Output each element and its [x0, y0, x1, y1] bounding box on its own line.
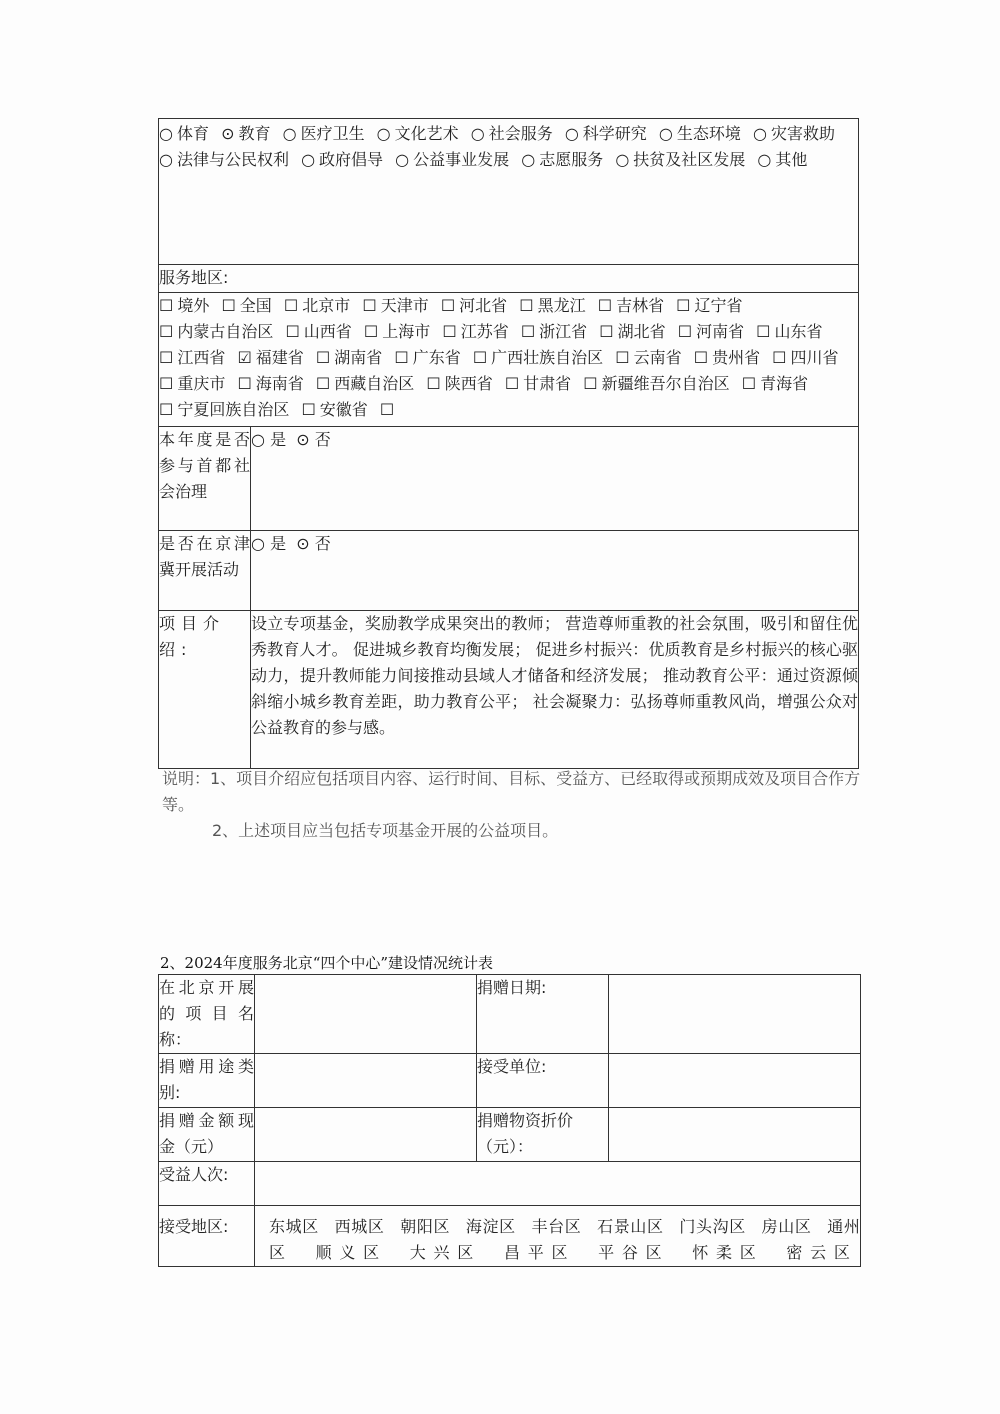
- service-area-option-label: 重庆市: [177, 374, 226, 393]
- service-area-option[interactable]: [756, 322, 822, 341]
- checkbox-icon: ☐: [599, 322, 614, 341]
- checkbox-icon: ☐: [159, 296, 174, 315]
- capital-governance-options: [251, 427, 859, 531]
- radio-icon: ⊙: [221, 124, 235, 143]
- project-intro-text: 设立专项基金，奖励教学成果突出的教师； 营造尊师重教的社会氛围，吸引和留住优秀教育人才。 促进城乡教育均衡发展； 促进乡村振兴：优质教育是乡村振兴的核心驱动力，提升教师能力间接推动县域人才储备和经济发展； 推动教育公平：通过资源倾斜缩小城乡教育差距，助力教育公平； 社会凝聚力：弘扬尊师重教风尚，增强公众对公益教育的参与感。: [251, 611, 859, 769]
- service-type-option[interactable]: [301, 150, 383, 169]
- checkbox-icon: ☐: [301, 400, 316, 419]
- radio-icon: ○: [615, 150, 630, 169]
- purpose-value[interactable]: [255, 1054, 477, 1108]
- radio-icon: ○: [282, 124, 297, 143]
- district-option[interactable]: 平谷区: [598, 1243, 670, 1262]
- service-area-option[interactable]: [442, 322, 508, 341]
- service-type-option[interactable]: [615, 150, 745, 169]
- service-type-option-label: 科学研究: [582, 124, 647, 143]
- radio-icon: ○: [159, 124, 173, 143]
- service-area-option[interactable]: [742, 374, 808, 393]
- service-area-label: 服务地区:: [159, 265, 859, 293]
- checkbox-icon: ☐: [597, 296, 613, 315]
- checkbox-icon: ☐: [677, 322, 693, 341]
- checkbox-icon: ☐: [442, 322, 457, 341]
- service-area-option[interactable]: [394, 348, 460, 367]
- cash-label: 捐赠金额现金（元）: [159, 1108, 255, 1162]
- service-area-option-label: 安徽省: [319, 400, 368, 419]
- checkbox-icon: ☐: [394, 348, 409, 367]
- service-type-option[interactable]: [757, 150, 807, 169]
- service-type-option[interactable]: [753, 124, 835, 143]
- region-options: [255, 1206, 861, 1267]
- service-area-option[interactable]: [284, 296, 350, 315]
- service-area-option-label: 河南省: [696, 322, 745, 341]
- service-type-option-label: 扶贫及社区发展: [633, 150, 746, 169]
- service-area-option-label: 广东省: [412, 348, 461, 367]
- service-area-option[interactable]: [316, 374, 414, 393]
- service-type-option[interactable]: [159, 124, 209, 143]
- notes: [162, 766, 862, 844]
- radio-icon: ○: [757, 150, 772, 169]
- checkbox-icon: ☐: [315, 348, 331, 367]
- checkbox-icon: ☐: [504, 374, 520, 393]
- district-option[interactable]: 石景山区: [597, 1217, 664, 1236]
- radio-icon: ○: [564, 124, 579, 143]
- service-area-option-label: 山东省: [774, 322, 823, 341]
- service-area-option[interactable]: [237, 348, 303, 367]
- district-option[interactable]: 顺义区: [315, 1243, 387, 1262]
- service-area-option-label: 陕西省: [444, 374, 493, 393]
- service-type-option[interactable]: [395, 150, 509, 169]
- checkbox-icon: ☐: [519, 296, 534, 315]
- project-name-label: 在北京开展的项目名称：: [159, 975, 255, 1054]
- radio-icon: ○: [376, 124, 391, 143]
- note-line-1: 说明：1、项目介绍应包括项目内容、运行时间、目标、受益方、已经取得或预期成效及项目合作方等。: [162, 769, 861, 814]
- district-option[interactable]: 西城区: [334, 1217, 385, 1236]
- service-type-option-label: 体育: [176, 124, 209, 143]
- jingjinji-options: [251, 531, 859, 611]
- service-area-option[interactable]: [426, 374, 492, 393]
- district-option[interactable]: 东城区: [269, 1217, 319, 1236]
- service-area-option-label: 海南省: [255, 374, 304, 393]
- donation-date-value[interactable]: [609, 975, 861, 1054]
- note-line-2: 2、上述项目应当包括专项基金开展的公益项目。: [212, 821, 559, 840]
- cash-value[interactable]: [255, 1108, 477, 1162]
- checkbox-icon: ☐: [221, 296, 236, 315]
- radio-icon: ○: [658, 124, 673, 143]
- service-area-option[interactable]: [159, 348, 225, 367]
- service-area-option[interactable]: [237, 374, 303, 393]
- recipient-label: 接受单位:: [477, 1054, 609, 1108]
- service-area-option-label: 广西壮族自治区: [491, 348, 604, 367]
- service-type-option-label: 公益事业发展: [413, 150, 510, 169]
- service-type-option-label: 法律与公民权利: [176, 150, 289, 169]
- jingjinji-yes-radio[interactable]: ○ 是: [251, 534, 287, 553]
- service-area-option-label: 天津市: [380, 296, 429, 315]
- service-type-option-label: 政府倡导: [319, 150, 384, 169]
- checkbox-icon: ☐: [159, 322, 174, 341]
- district-option[interactable]: 通州区: [269, 1217, 860, 1262]
- service-area-option[interactable]: [678, 322, 744, 341]
- service-type-option-label: 医疗卫生: [300, 124, 365, 143]
- service-area-option[interactable]: [599, 322, 665, 341]
- service-area-option-label: 贵州省: [712, 348, 761, 367]
- service-area-option[interactable]: [772, 348, 838, 367]
- service-area-option-label: 辽宁省: [694, 296, 743, 315]
- capital-governance-no-radio[interactable]: ⊙ 否: [296, 430, 331, 449]
- service-area-option-label: 四川省: [790, 348, 839, 367]
- checkbox-icon: ☐: [520, 322, 536, 341]
- service-area-option-label: 浙江省: [539, 322, 588, 341]
- service-type-cell: [159, 119, 859, 265]
- capital-governance-label: 本年度是否参与首都社会治理: [159, 427, 251, 531]
- service-area-option-label: 黑龙江: [537, 296, 586, 315]
- goods-label: 捐赠物资折价（元）：: [477, 1108, 609, 1162]
- service-type-option-label: 教育: [238, 124, 271, 143]
- service-area-option[interactable]: [676, 296, 742, 315]
- service-area-option-label: 西藏自治区: [334, 374, 415, 393]
- capital-governance-yes-radio[interactable]: ○ 是: [251, 430, 287, 449]
- service-area-option[interactable]: [583, 374, 729, 393]
- beijing-stats-table: [158, 974, 861, 1267]
- jingjinji-no-radio[interactable]: ⊙ 否: [296, 534, 331, 553]
- service-area-option-label: 江苏省: [460, 322, 509, 341]
- service-type-option-label: 其他: [775, 150, 808, 169]
- section2-title: 2、2024年度服务北京“四个中心”建设情况统计表: [160, 954, 494, 972]
- checkbox-icon: ☐: [159, 374, 174, 393]
- donation-date-label: 捐赠日期:: [477, 975, 609, 1054]
- radio-icon: ○: [521, 150, 536, 169]
- district-option[interactable]: 朝阳区: [400, 1217, 451, 1236]
- district-option[interactable]: 昌平区: [503, 1243, 576, 1262]
- checkbox-icon: ☐: [772, 348, 787, 367]
- district-list: [269, 1214, 860, 1266]
- service-area-option-label: 境外: [177, 296, 210, 315]
- service-area-option-label: 上海市: [382, 322, 431, 341]
- service-area-option[interactable]: [380, 400, 398, 419]
- checkbox-icon: ☐: [159, 400, 174, 419]
- service-area-option-label: 吉林省: [616, 296, 665, 315]
- checkbox-icon: ☐: [583, 374, 598, 393]
- service-area-option[interactable]: [615, 348, 681, 367]
- service-area-option-label: 全国: [239, 296, 272, 315]
- district-option[interactable]: 门头沟区: [679, 1217, 746, 1236]
- checkbox-icon: ☐: [741, 374, 757, 393]
- service-area-option-label: 福建省: [255, 348, 304, 367]
- project-intro-label: 项目介绍:: [159, 611, 251, 769]
- region-label: 接受地区:: [159, 1206, 255, 1267]
- service-area-option-label: 宁夏回族自治区: [177, 400, 290, 419]
- service-area-option-label: 北京市: [302, 296, 351, 315]
- radio-icon: ○: [470, 124, 485, 143]
- service-area-option[interactable]: [362, 296, 428, 315]
- service-area-option[interactable]: [159, 322, 273, 341]
- beneficiaries-label: 受益人次:: [159, 1162, 255, 1206]
- service-area-option-label: 新疆维吾尔自治区: [601, 374, 730, 393]
- service-area-option[interactable]: [519, 296, 585, 315]
- service-area-option-label: 内蒙古自治区: [177, 322, 274, 341]
- checkbox-icon: ☐: [440, 296, 456, 315]
- service-area-option[interactable]: [159, 400, 289, 419]
- checkbox-icon: ☐: [159, 348, 174, 367]
- service-area-option-label: 山西省: [303, 322, 352, 341]
- checkbox-icon: ☐: [285, 322, 300, 341]
- service-area-option[interactable]: [159, 374, 225, 393]
- service-type-option-label: 文化艺术: [394, 124, 459, 143]
- service-area-option-label: 河北省: [459, 296, 508, 315]
- district-option[interactable]: 房山区: [761, 1217, 812, 1236]
- checkbox-icon: ☐: [283, 296, 299, 315]
- district-option[interactable]: 丰台区: [531, 1217, 582, 1236]
- service-area-cell: [159, 293, 859, 427]
- radio-icon: ○: [159, 150, 173, 169]
- radio-icon: ○: [301, 150, 316, 169]
- service-type-option-label: 灾害救助: [770, 124, 835, 143]
- service-area-option[interactable]: [316, 348, 382, 367]
- district-option[interactable]: 海淀区: [465, 1217, 516, 1236]
- service-area-option-label: 湖北省: [617, 322, 666, 341]
- checkbox-icon: ☐: [615, 348, 630, 367]
- checkbox-icon: ☐: [756, 322, 771, 341]
- service-type-option[interactable]: [659, 124, 741, 143]
- service-area-option-label: 甘肃省: [523, 374, 572, 393]
- checkbox-icon: ☐: [472, 348, 488, 367]
- district-option[interactable]: 怀柔区: [692, 1243, 764, 1262]
- district-option[interactable]: 大兴区: [409, 1243, 482, 1262]
- service-area-option[interactable]: [441, 296, 507, 315]
- service-area-option-label: 青海省: [760, 374, 809, 393]
- radio-icon: ○: [395, 150, 410, 169]
- service-type-option-label: 志愿服务: [539, 150, 604, 169]
- service-area-option[interactable]: [598, 296, 664, 315]
- checkbox-icon: ☑: [237, 348, 252, 367]
- service-area-option[interactable]: [473, 348, 603, 367]
- checkbox-icon: ☐: [676, 296, 691, 315]
- service-area-option[interactable]: [521, 322, 587, 341]
- checkbox-icon: ☐: [693, 348, 709, 367]
- district-option[interactable]: 密云区: [786, 1243, 850, 1262]
- goods-value[interactable]: [609, 1108, 861, 1162]
- service-type-option[interactable]: [471, 124, 553, 143]
- service-type-option[interactable]: [377, 124, 459, 143]
- purpose-label: 捐赠用途类别:: [159, 1054, 255, 1108]
- service-area-option-label: 湖南省: [334, 348, 383, 367]
- service-info-table: [158, 118, 859, 769]
- radio-icon: ○: [752, 124, 767, 143]
- checkbox-icon: ☐: [362, 296, 377, 315]
- checkbox-icon: ☐: [426, 374, 441, 393]
- checkbox-icon: ☐: [379, 400, 395, 419]
- service-type-option-label: 生态环境: [676, 124, 741, 143]
- service-type-option[interactable]: [221, 124, 270, 143]
- jingjinji-label: 是否在京津冀开展活动: [159, 531, 251, 611]
- service-area-option[interactable]: [285, 322, 351, 341]
- recipient-value[interactable]: [609, 1054, 861, 1108]
- project-name-value[interactable]: [255, 975, 477, 1054]
- checkbox-icon: ☐: [237, 374, 252, 393]
- service-type-options: [159, 119, 858, 173]
- service-type-option-label: 社会服务: [488, 124, 553, 143]
- service-type-option[interactable]: [521, 150, 603, 169]
- service-area-option[interactable]: [221, 296, 271, 315]
- service-area-option[interactable]: [505, 374, 571, 393]
- service-area-option-label: 江西省: [177, 348, 226, 367]
- service-type-option[interactable]: [159, 150, 289, 169]
- service-area-option[interactable]: [364, 322, 430, 341]
- beneficiaries-value[interactable]: [255, 1162, 861, 1206]
- checkbox-icon: ☐: [315, 374, 331, 393]
- service-area-option[interactable]: [694, 348, 760, 367]
- service-area-option-label: 云南省: [633, 348, 682, 367]
- service-area-option[interactable]: [159, 296, 209, 315]
- service-area-option[interactable]: [301, 400, 367, 419]
- service-area-options: [159, 293, 858, 423]
- service-type-option[interactable]: [565, 124, 647, 143]
- service-type-option[interactable]: [283, 124, 365, 143]
- checkbox-icon: ☐: [363, 322, 379, 341]
